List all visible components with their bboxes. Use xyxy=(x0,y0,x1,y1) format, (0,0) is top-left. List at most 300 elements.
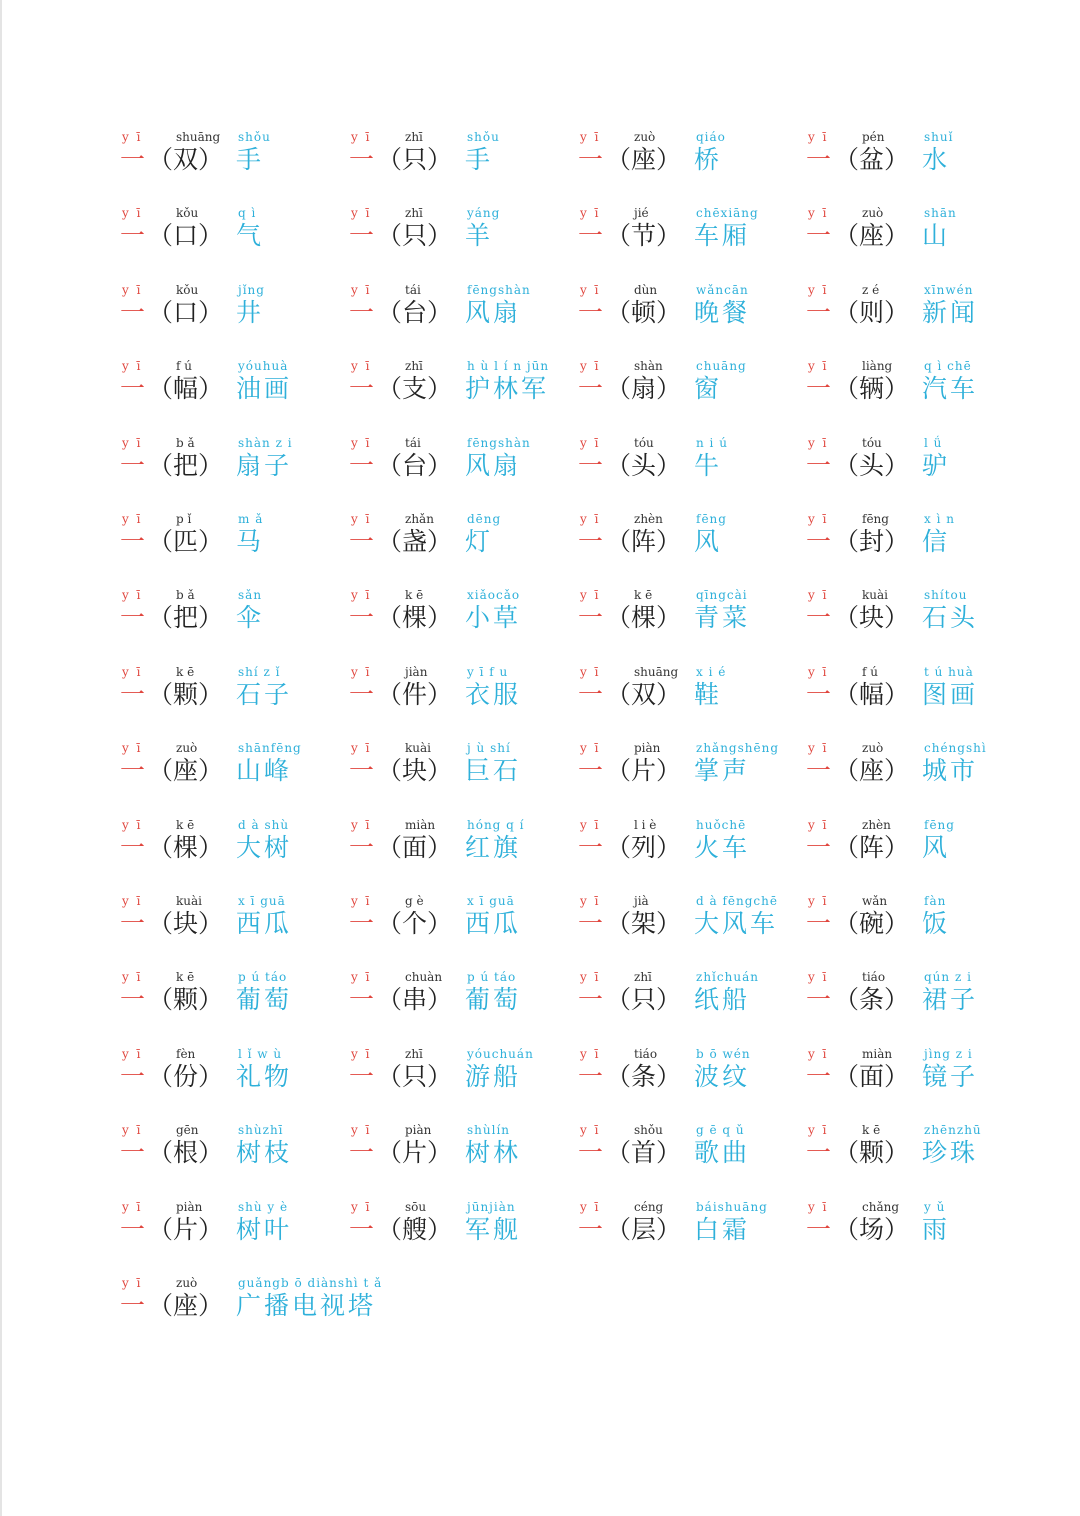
measure-word-entry xyxy=(578,436,803,496)
measure-word-pinyin: gēn xyxy=(176,1123,199,1138)
noun-pinyin: j ù shí xyxy=(467,741,511,756)
measure-word: （列） xyxy=(606,832,682,862)
measure-word-pinyin: tái xyxy=(405,282,421,297)
measure-word: （口） xyxy=(148,297,224,327)
noun-word: 风 xyxy=(922,832,951,862)
measure-word-entry xyxy=(349,436,574,496)
noun-word: 树叶 xyxy=(236,1214,293,1244)
yi-character: 一 xyxy=(806,985,832,1015)
yi-character: 一 xyxy=(806,679,832,709)
measure-word-entry xyxy=(120,283,345,343)
measure-word-entry xyxy=(120,588,345,648)
measure-word: （双） xyxy=(148,145,224,174)
measure-word-entry xyxy=(120,1200,345,1260)
measure-word-entry xyxy=(806,206,1031,266)
yi-pinyin: y ī xyxy=(808,359,829,374)
yi-character: 一 xyxy=(120,145,146,174)
yi-character: 一 xyxy=(806,145,832,174)
measure-word: （串） xyxy=(377,985,453,1015)
measure-word-entry xyxy=(120,1047,345,1107)
yi-pinyin: y ī xyxy=(122,664,143,679)
yi-character: 一 xyxy=(120,603,146,633)
yi-pinyin: y ī xyxy=(580,1046,601,1061)
measure-word-pinyin: b ǎ xyxy=(176,435,195,450)
yi-character: 一 xyxy=(349,603,375,633)
yi-character: 一 xyxy=(578,297,604,327)
measure-word-pinyin: jià xyxy=(634,894,649,908)
yi-character: 一 xyxy=(120,832,146,862)
measure-word-entry xyxy=(349,1123,574,1183)
yi-character: 一 xyxy=(120,221,146,251)
noun-pinyin: shù y è xyxy=(238,1199,289,1214)
measure-word-entry xyxy=(806,1047,1031,1107)
noun-word: 手 xyxy=(236,145,265,174)
measure-word: （座） xyxy=(148,756,224,786)
yi-pinyin: y ī xyxy=(122,970,143,985)
noun-pinyin: zhǐchuán xyxy=(696,970,759,985)
measure-word: （面） xyxy=(834,1061,910,1091)
measure-word: （座） xyxy=(606,145,682,174)
measure-word-entry xyxy=(120,359,345,419)
noun-word: 广播电视塔 xyxy=(236,1291,377,1320)
measure-word-entry xyxy=(806,283,1031,343)
measure-word-entry xyxy=(578,206,803,266)
noun-pinyin: n i ú xyxy=(696,435,728,450)
measure-word-pinyin: zuò xyxy=(634,130,656,144)
noun-pinyin: x ì n xyxy=(924,512,955,526)
measure-word-pinyin: z é xyxy=(862,282,880,297)
measure-word-entry xyxy=(349,588,574,648)
measure-word-pinyin: jié xyxy=(634,206,649,221)
measure-word-pinyin: shǒu xyxy=(634,1123,663,1138)
noun-word: 信 xyxy=(922,527,951,556)
measure-word-entry xyxy=(120,894,345,954)
yi-character: 一 xyxy=(349,679,375,709)
measure-word-pinyin: k ē xyxy=(862,1123,881,1138)
measure-word: （扇） xyxy=(606,374,682,404)
yi-character: 一 xyxy=(349,450,375,480)
measure-word-entry xyxy=(578,1123,803,1183)
measure-word-entry xyxy=(806,359,1031,419)
measure-word-entry xyxy=(578,512,803,572)
noun-pinyin: chéngshì xyxy=(924,741,987,756)
noun-pinyin: xiǎocǎo xyxy=(467,588,521,603)
noun-pinyin: p ú táo xyxy=(238,970,288,985)
measure-word-entry xyxy=(578,1047,803,1107)
yi-character: 一 xyxy=(120,985,146,1015)
measure-word: （首） xyxy=(606,1138,682,1168)
yi-character: 一 xyxy=(120,679,146,709)
measure-word-pinyin: dùn xyxy=(634,282,658,297)
noun-word: 风 xyxy=(694,527,723,556)
yi-character: 一 xyxy=(578,1214,604,1244)
noun-word: 牛 xyxy=(694,450,723,480)
yi-character: 一 xyxy=(120,374,146,404)
yi-character: 一 xyxy=(120,450,146,480)
noun-pinyin: b ō wén xyxy=(696,1046,751,1061)
measure-word-pinyin: p ǐ xyxy=(176,512,192,526)
yi-pinyin: y ī xyxy=(808,664,829,679)
measure-word-pinyin: shuāng xyxy=(176,130,221,144)
noun-pinyin: huǒchē xyxy=(696,817,747,832)
yi-pinyin: y ī xyxy=(351,970,372,985)
noun-pinyin: sǎn xyxy=(238,588,263,603)
yi-character: 一 xyxy=(806,1214,832,1244)
measure-word-entry xyxy=(806,512,1031,572)
noun-pinyin: shuǐ xyxy=(924,130,954,144)
noun-pinyin: qiáo xyxy=(696,130,726,144)
measure-word-entry xyxy=(806,1123,1031,1183)
yi-pinyin: y ī xyxy=(351,282,372,297)
yi-pinyin: y ī xyxy=(580,817,601,832)
measure-word-pinyin: céng xyxy=(634,1199,664,1214)
measure-word: （块） xyxy=(834,603,910,633)
measure-word-pinyin: shuāng xyxy=(634,664,679,679)
measure-word: （架） xyxy=(606,909,682,938)
noun-pinyin: xīnwén xyxy=(924,282,974,297)
noun-pinyin: d à shù xyxy=(238,817,290,832)
noun-pinyin: shùzhī xyxy=(238,1123,284,1138)
yi-pinyin: y ī xyxy=(122,894,143,908)
noun-pinyin: qún z i xyxy=(924,970,972,985)
measure-word-pinyin: kǒu xyxy=(176,206,199,221)
noun-pinyin: fēng xyxy=(924,817,955,832)
yi-character: 一 xyxy=(349,297,375,327)
yi-character: 一 xyxy=(578,832,604,862)
measure-word-pinyin: zhī xyxy=(634,970,652,985)
yi-pinyin: y ī xyxy=(351,206,372,221)
yi-pinyin: y ī xyxy=(122,206,143,221)
measure-word-pinyin: tiáo xyxy=(634,1046,658,1061)
measure-word: （座） xyxy=(834,756,910,786)
measure-word-pinyin: k ē xyxy=(176,817,195,832)
measure-word: （把） xyxy=(148,603,224,633)
yi-pinyin: y ī xyxy=(808,1046,829,1061)
measure-word-entry xyxy=(349,970,574,1030)
measure-word-pinyin: g è xyxy=(405,894,424,908)
measure-word-pinyin: zhèn xyxy=(862,817,891,832)
noun-pinyin: x ī guā xyxy=(238,894,286,908)
measure-word-pinyin: tái xyxy=(405,435,421,450)
measure-word-entry xyxy=(578,741,803,801)
noun-word: 汽车 xyxy=(922,374,979,404)
noun-word: 大树 xyxy=(236,832,293,862)
measure-word: （条） xyxy=(834,985,910,1015)
yi-pinyin: y ī xyxy=(580,512,601,526)
noun-pinyin: fēngshàn xyxy=(467,282,531,297)
yi-pinyin: y ī xyxy=(351,1123,372,1138)
measure-word: （盏） xyxy=(377,527,453,556)
noun-word: 马 xyxy=(236,527,265,556)
yi-pinyin: y ī xyxy=(122,435,143,450)
measure-word: （只） xyxy=(377,1061,453,1091)
measure-word-entry xyxy=(349,894,574,954)
yi-character: 一 xyxy=(120,297,146,327)
measure-word-entry xyxy=(578,1200,803,1260)
yi-pinyin: y ī xyxy=(122,1276,143,1290)
noun-pinyin: m ǎ xyxy=(238,512,264,526)
measure-word-pinyin: piàn xyxy=(405,1123,432,1138)
yi-character: 一 xyxy=(806,527,832,556)
measure-word: （则） xyxy=(834,297,910,327)
noun-word: 驴 xyxy=(922,450,951,480)
noun-pinyin: h ù l í n jūn xyxy=(467,359,550,374)
noun-word: 衣服 xyxy=(465,679,522,709)
measure-word-pinyin: fèn xyxy=(176,1046,196,1061)
noun-pinyin: q ì xyxy=(238,206,257,221)
noun-word: 山 xyxy=(922,221,951,251)
measure-word-pinyin: b ǎ xyxy=(176,588,195,603)
yi-pinyin: y ī xyxy=(351,435,372,450)
yi-character: 一 xyxy=(806,297,832,327)
noun-pinyin: t ú huà xyxy=(924,664,974,679)
noun-pinyin: shānfēng xyxy=(238,741,302,756)
yi-character: 一 xyxy=(120,1138,146,1168)
yi-character: 一 xyxy=(578,679,604,709)
measure-word: （面） xyxy=(377,832,453,862)
noun-word: 晚餐 xyxy=(694,297,751,327)
noun-pinyin: fēngshàn xyxy=(467,435,531,450)
measure-word: （顿） xyxy=(606,297,682,327)
measure-word-entry xyxy=(349,818,574,878)
yi-character: 一 xyxy=(578,1138,604,1168)
measure-word-pinyin: chuàn xyxy=(405,970,443,985)
noun-pinyin: x i é xyxy=(696,664,727,679)
yi-pinyin: y ī xyxy=(122,588,143,603)
measure-word-entry xyxy=(806,1200,1031,1260)
measure-word: （颗） xyxy=(148,985,224,1015)
measure-word: （双） xyxy=(606,679,682,709)
noun-word: 镜子 xyxy=(922,1061,979,1091)
yi-character: 一 xyxy=(806,221,832,251)
yi-pinyin: y ī xyxy=(808,588,829,603)
yi-pinyin: y ī xyxy=(351,1046,372,1061)
noun-word: 石头 xyxy=(922,603,979,633)
yi-character: 一 xyxy=(120,756,146,786)
measure-word: （台） xyxy=(377,450,453,480)
measure-word: （棵） xyxy=(606,603,682,633)
yi-pinyin: y ī xyxy=(122,512,143,526)
measure-word-entry xyxy=(578,588,803,648)
measure-word-pinyin: k ē xyxy=(176,970,195,985)
noun-word: 车厢 xyxy=(694,221,751,251)
yi-pinyin: y ī xyxy=(122,817,143,832)
noun-pinyin: jūnjiàn xyxy=(467,1199,516,1214)
yi-character: 一 xyxy=(578,756,604,786)
measure-word-pinyin: piàn xyxy=(176,1199,203,1214)
measure-word: （棵） xyxy=(377,603,453,633)
yi-pinyin: y ī xyxy=(580,894,601,908)
noun-word: 珍珠 xyxy=(922,1138,979,1168)
noun-word: 图画 xyxy=(922,679,979,709)
yi-pinyin: y ī xyxy=(351,817,372,832)
noun-pinyin: qīngcài xyxy=(696,588,748,603)
measure-word-pinyin: f ú xyxy=(176,359,192,374)
yi-character: 一 xyxy=(349,909,375,938)
yi-pinyin: y ī xyxy=(580,1123,601,1138)
yi-character: 一 xyxy=(578,603,604,633)
noun-word: 石子 xyxy=(236,679,293,709)
yi-pinyin: y ī xyxy=(808,1123,829,1138)
noun-word: 手 xyxy=(465,145,494,174)
yi-character: 一 xyxy=(578,450,604,480)
noun-pinyin: l ǘ xyxy=(924,435,943,450)
measure-word-pinyin: zuò xyxy=(862,206,884,221)
yi-pinyin: y ī xyxy=(580,282,601,297)
yi-pinyin: y ī xyxy=(808,817,829,832)
noun-pinyin: chēxiāng xyxy=(696,206,759,221)
noun-word: 城市 xyxy=(922,756,979,786)
measure-word-entry xyxy=(578,283,803,343)
noun-word: 扇子 xyxy=(236,450,293,480)
measure-word: （盆） xyxy=(834,145,910,174)
noun-word: 裙子 xyxy=(922,985,979,1015)
noun-word: 小草 xyxy=(465,603,522,633)
measure-word-entry xyxy=(349,283,574,343)
noun-pinyin: yáng xyxy=(467,206,501,221)
noun-word: 油画 xyxy=(236,374,293,404)
measure-word: （幅） xyxy=(148,374,224,404)
measure-word: （条） xyxy=(606,1061,682,1091)
yi-pinyin: y ī xyxy=(351,130,372,144)
measure-word-pinyin: zhī xyxy=(405,359,423,374)
noun-word: 护林军 xyxy=(465,374,550,404)
measure-word: （棵） xyxy=(148,832,224,862)
measure-word-entry xyxy=(806,894,1031,954)
yi-pinyin: y ī xyxy=(808,894,829,908)
noun-word: 灯 xyxy=(465,527,494,556)
yi-pinyin: y ī xyxy=(351,359,372,374)
yi-character: 一 xyxy=(578,374,604,404)
yi-character: 一 xyxy=(578,221,604,251)
measure-word: （座） xyxy=(148,1291,224,1320)
measure-word-pinyin: chǎng xyxy=(862,1199,900,1214)
noun-pinyin: fàn xyxy=(924,894,947,908)
noun-pinyin: y ǔ xyxy=(924,1199,946,1214)
measure-word: （阵） xyxy=(834,832,910,862)
measure-word-entry xyxy=(806,970,1031,1030)
noun-pinyin: d à fēngchē xyxy=(696,894,778,908)
measure-word: （只） xyxy=(377,145,453,174)
measure-word-pinyin: l i è xyxy=(634,817,657,832)
yi-character: 一 xyxy=(349,756,375,786)
noun-word: 伞 xyxy=(236,603,265,633)
measure-word: （头） xyxy=(834,450,910,480)
noun-word: 井 xyxy=(236,297,265,327)
yi-character: 一 xyxy=(349,1214,375,1244)
measure-word-entry xyxy=(349,1047,574,1107)
measure-word: （层） xyxy=(606,1214,682,1244)
measure-word-pinyin: zuò xyxy=(176,741,198,756)
noun-pinyin: shùlín xyxy=(467,1123,511,1138)
measure-word-entry xyxy=(806,818,1031,878)
measure-word: （只） xyxy=(606,985,682,1015)
measure-word-pinyin: wǎn xyxy=(862,894,888,908)
noun-word: 树林 xyxy=(465,1138,522,1168)
yi-pinyin: y ī xyxy=(580,359,601,374)
measure-word-entry xyxy=(578,359,803,419)
noun-pinyin: shǒu xyxy=(238,130,271,144)
noun-pinyin: p ú táo xyxy=(467,970,517,985)
noun-word: 风扇 xyxy=(465,297,522,327)
noun-word: 雨 xyxy=(922,1214,951,1244)
measure-word: （台） xyxy=(377,297,453,327)
measure-word-pinyin: zhī xyxy=(405,130,423,144)
measure-word-pinyin: k ē xyxy=(405,588,424,603)
measure-word-entry xyxy=(806,741,1031,801)
noun-word: 饭 xyxy=(922,909,951,938)
measure-word-pinyin: fēng xyxy=(862,512,889,526)
measure-word-pinyin: kǒu xyxy=(176,282,199,297)
measure-word-pinyin: liàng xyxy=(862,359,893,374)
measure-word-entry xyxy=(806,588,1031,648)
noun-word: 纸船 xyxy=(694,985,751,1015)
noun-pinyin: hóng q í xyxy=(467,817,525,832)
noun-pinyin: zhǎngshēng xyxy=(696,741,780,756)
measure-word-pinyin: pén xyxy=(862,130,885,144)
measure-word: （幅） xyxy=(834,679,910,709)
noun-word: 风扇 xyxy=(465,450,522,480)
measure-word-pinyin: tiáo xyxy=(862,970,886,985)
yi-character: 一 xyxy=(578,527,604,556)
measure-word-entry xyxy=(349,130,574,190)
noun-word: 歌曲 xyxy=(694,1138,751,1168)
measure-word-entry xyxy=(120,206,345,266)
measure-word: （根） xyxy=(148,1138,224,1168)
noun-word: 巨石 xyxy=(465,756,522,786)
yi-pinyin: y ī xyxy=(122,1199,143,1214)
measure-word-entry xyxy=(578,130,803,190)
measure-word-entry xyxy=(806,665,1031,725)
yi-pinyin: y ī xyxy=(580,970,601,985)
measure-word-pinyin: zuò xyxy=(862,741,884,756)
measure-word-pinyin: miàn xyxy=(405,817,436,832)
yi-pinyin: y ī xyxy=(351,588,372,603)
measure-word: （场） xyxy=(834,1214,910,1244)
measure-word-entry xyxy=(120,130,345,190)
measure-word-entry xyxy=(120,970,345,1030)
measure-word-pinyin: kuài xyxy=(176,894,202,908)
yi-pinyin: y ī xyxy=(808,1199,829,1214)
measure-word: （口） xyxy=(148,221,224,251)
measure-word-pinyin: zhī xyxy=(405,1046,423,1061)
measure-word-entry xyxy=(349,359,574,419)
yi-pinyin: y ī xyxy=(122,359,143,374)
yi-character: 一 xyxy=(806,832,832,862)
noun-pinyin: yóuhuà xyxy=(238,359,289,374)
yi-character: 一 xyxy=(578,909,604,938)
yi-character: 一 xyxy=(806,1061,832,1091)
yi-character: 一 xyxy=(349,1138,375,1168)
yi-pinyin: y ī xyxy=(122,130,143,144)
noun-pinyin: g ē q ǔ xyxy=(696,1123,745,1138)
noun-word: 游船 xyxy=(465,1061,522,1091)
noun-pinyin: shàn z i xyxy=(238,435,293,450)
measure-word-entry xyxy=(120,512,345,572)
measure-word-entry xyxy=(578,894,803,954)
measure-word: （颗） xyxy=(148,679,224,709)
yi-character: 一 xyxy=(120,909,146,938)
yi-pinyin: y ī xyxy=(122,282,143,297)
yi-character: 一 xyxy=(806,603,832,633)
yi-character: 一 xyxy=(349,832,375,862)
noun-pinyin: guǎngb ō diànshì t ǎ xyxy=(238,1276,383,1290)
noun-word: 青菜 xyxy=(694,603,751,633)
yi-pinyin: y ī xyxy=(580,664,601,679)
noun-word: 桥 xyxy=(694,145,723,174)
yi-pinyin: y ī xyxy=(580,588,601,603)
yi-pinyin: y ī xyxy=(122,741,143,756)
